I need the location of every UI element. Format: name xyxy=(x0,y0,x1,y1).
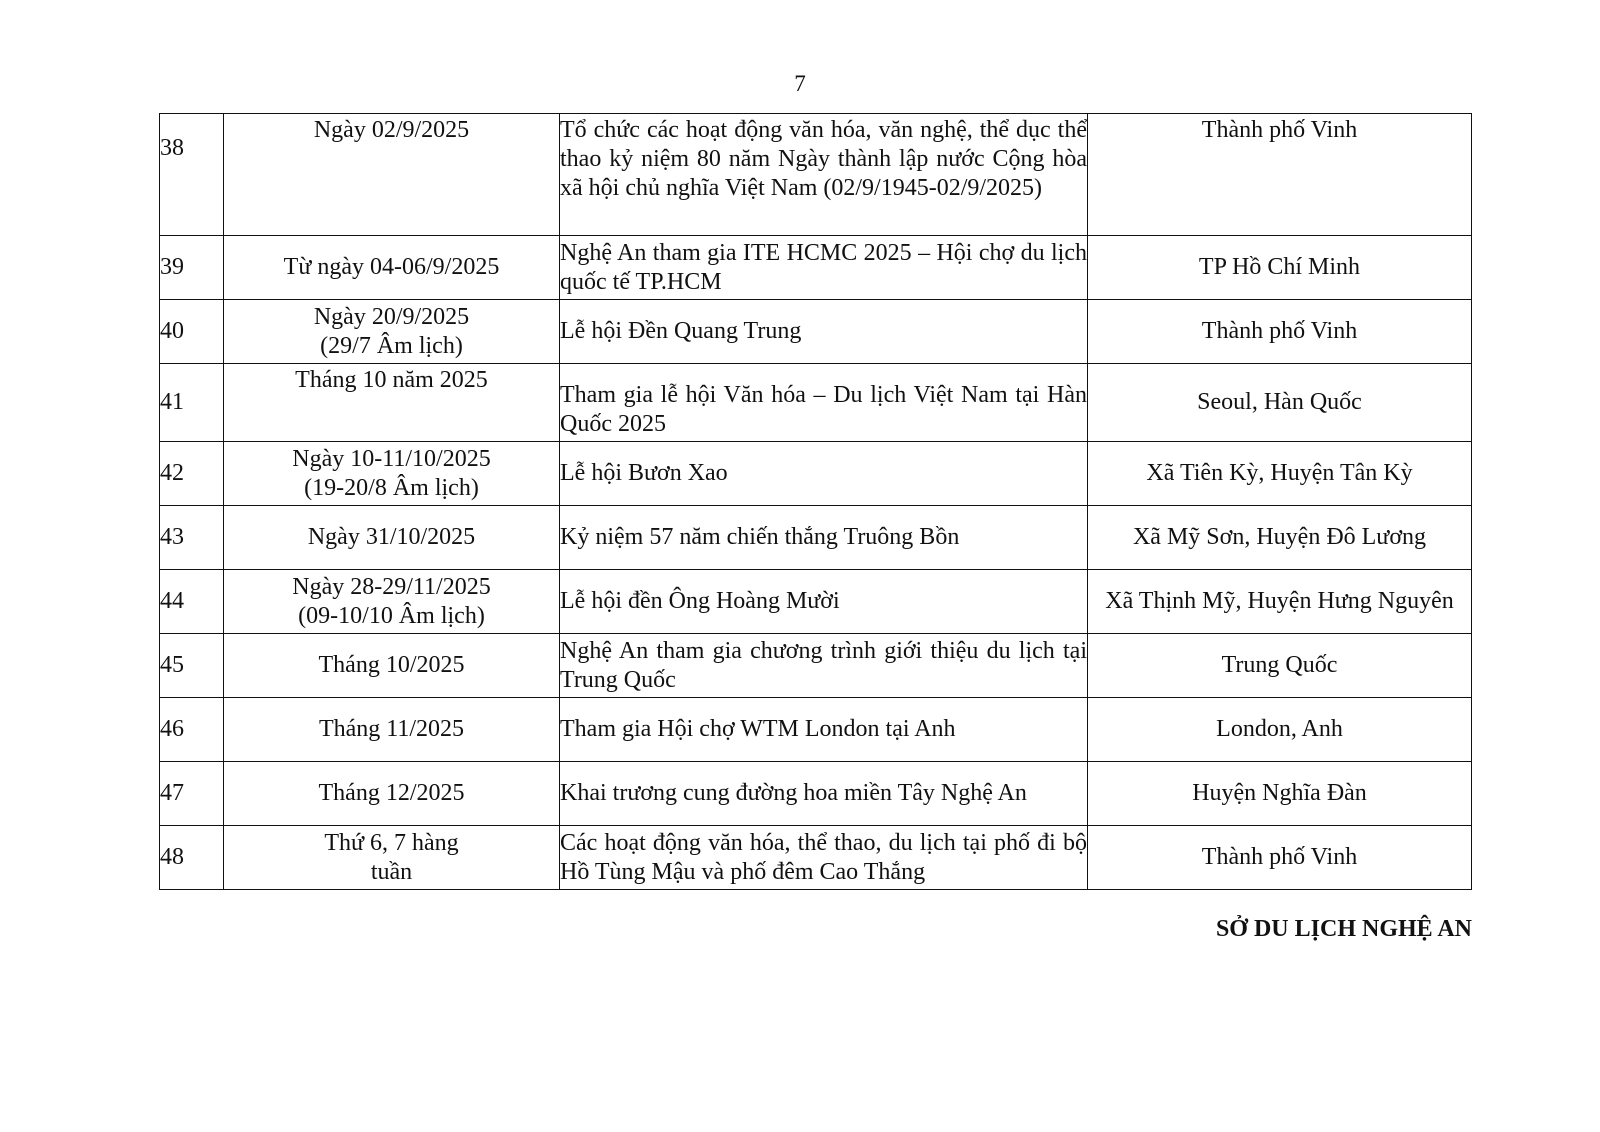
event-location: Huyện Nghĩa Đàn xyxy=(1088,762,1472,826)
event-location: Xã Thịnh Mỹ, Huyện Hưng Nguyên xyxy=(1088,570,1472,634)
event-time: Ngày 31/10/2025 xyxy=(224,506,560,570)
event-location: Thành phố Vinh xyxy=(1088,300,1472,364)
event-location: London, Anh xyxy=(1088,698,1472,762)
event-activity: Kỷ niệm 57 năm chiến thắng Truông Bồn xyxy=(560,506,1088,570)
row-number: 46 xyxy=(160,698,224,762)
event-location: Thành phố Vinh xyxy=(1088,826,1472,890)
table-row xyxy=(160,364,1472,442)
event-location: Thành phố Vinh xyxy=(1088,114,1472,236)
event-location: Trung Quốc xyxy=(1088,634,1472,698)
row-number: 45 xyxy=(160,634,224,698)
event-activity: Nghệ An tham gia ITE HCMC 2025 – Hội chợ du lịch quốc tế TP.HCM xyxy=(560,236,1088,300)
table-row xyxy=(160,300,1472,364)
table-row xyxy=(160,762,1472,826)
event-location: Xã Tiên Kỳ, Huyện Tân Kỳ xyxy=(1088,442,1472,506)
table-row xyxy=(160,506,1472,570)
table-row xyxy=(160,698,1472,762)
row-number: 44 xyxy=(160,570,224,634)
event-activity: Lễ hội đền Ông Hoàng Mười xyxy=(560,570,1088,634)
event-time: Ngày 10-11/10/2025 (19-20/8 Âm lịch) xyxy=(224,442,560,506)
event-activity: Khai trương cung đường hoa miền Tây Nghệ An xyxy=(560,762,1088,826)
event-time: Tháng 11/2025 xyxy=(224,698,560,762)
event-activity: Tham gia Hội chợ WTM London tại Anh xyxy=(560,698,1088,762)
event-time: Ngày 02/9/2025 xyxy=(224,114,560,236)
table-row xyxy=(160,826,1472,890)
event-schedule-table xyxy=(159,113,1472,890)
row-number: 43 xyxy=(160,506,224,570)
row-number: 48 xyxy=(160,826,224,890)
event-time: Tháng 10/2025 xyxy=(224,634,560,698)
table-row xyxy=(160,114,1472,236)
event-location: Xã Mỹ Sơn, Huyện Đô Lương xyxy=(1088,506,1472,570)
row-number: 42 xyxy=(160,442,224,506)
table-row xyxy=(160,634,1472,698)
row-number: 41 xyxy=(160,364,224,442)
row-number: 39 xyxy=(160,236,224,300)
event-location: Seoul, Hàn Quốc xyxy=(1088,364,1472,442)
event-time: Thứ 6, 7 hàng tuần xyxy=(224,826,560,890)
event-time: Tháng 10 năm 2025 xyxy=(224,364,560,442)
table-row xyxy=(160,570,1472,634)
event-activity: Tham gia lễ hội Văn hóa – Du lịch Việt Nam tại Hàn Quốc 2025 xyxy=(560,364,1088,442)
event-activity: Các hoạt động văn hóa, thể thao, du lịch tại phố đi bộ Hồ Tùng Mậu và phố đêm Cao Thắng xyxy=(560,826,1088,890)
event-time: Tháng 12/2025 xyxy=(224,762,560,826)
event-location: TP Hồ Chí Minh xyxy=(1088,236,1472,300)
row-number: 40 xyxy=(160,300,224,364)
event-activity: Lễ hội Đền Quang Trung xyxy=(560,300,1088,364)
page-number: 7 xyxy=(794,71,806,96)
event-activity: Nghệ An tham gia chương trình giới thiệu du lịch tại Trung Quốc xyxy=(560,634,1088,698)
event-time: Ngày 28-29/11/2025 (09-10/10 Âm lịch) xyxy=(224,570,560,634)
event-time: Ngày 20/9/2025 (29/7 Âm lịch) xyxy=(224,300,560,364)
event-activity: Lễ hội Bươn Xao xyxy=(560,442,1088,506)
signature-organization: SỞ DU LỊCH NGHỆ AN xyxy=(1215,916,1472,942)
row-number: 38 xyxy=(160,114,224,236)
table-row xyxy=(160,236,1472,300)
event-time: Từ ngày 04-06/9/2025 xyxy=(224,236,560,300)
table-row xyxy=(160,442,1472,506)
row-number: 47 xyxy=(160,762,224,826)
event-activity: Tổ chức các hoạt động văn hóa, văn nghệ, thể dục thể thao kỷ niệm 80 năm Ngày thành lập nước Cộng hòa xã hội chủ nghĩa Việt Nam (02/9/1945-02/9/2025) xyxy=(560,114,1088,236)
